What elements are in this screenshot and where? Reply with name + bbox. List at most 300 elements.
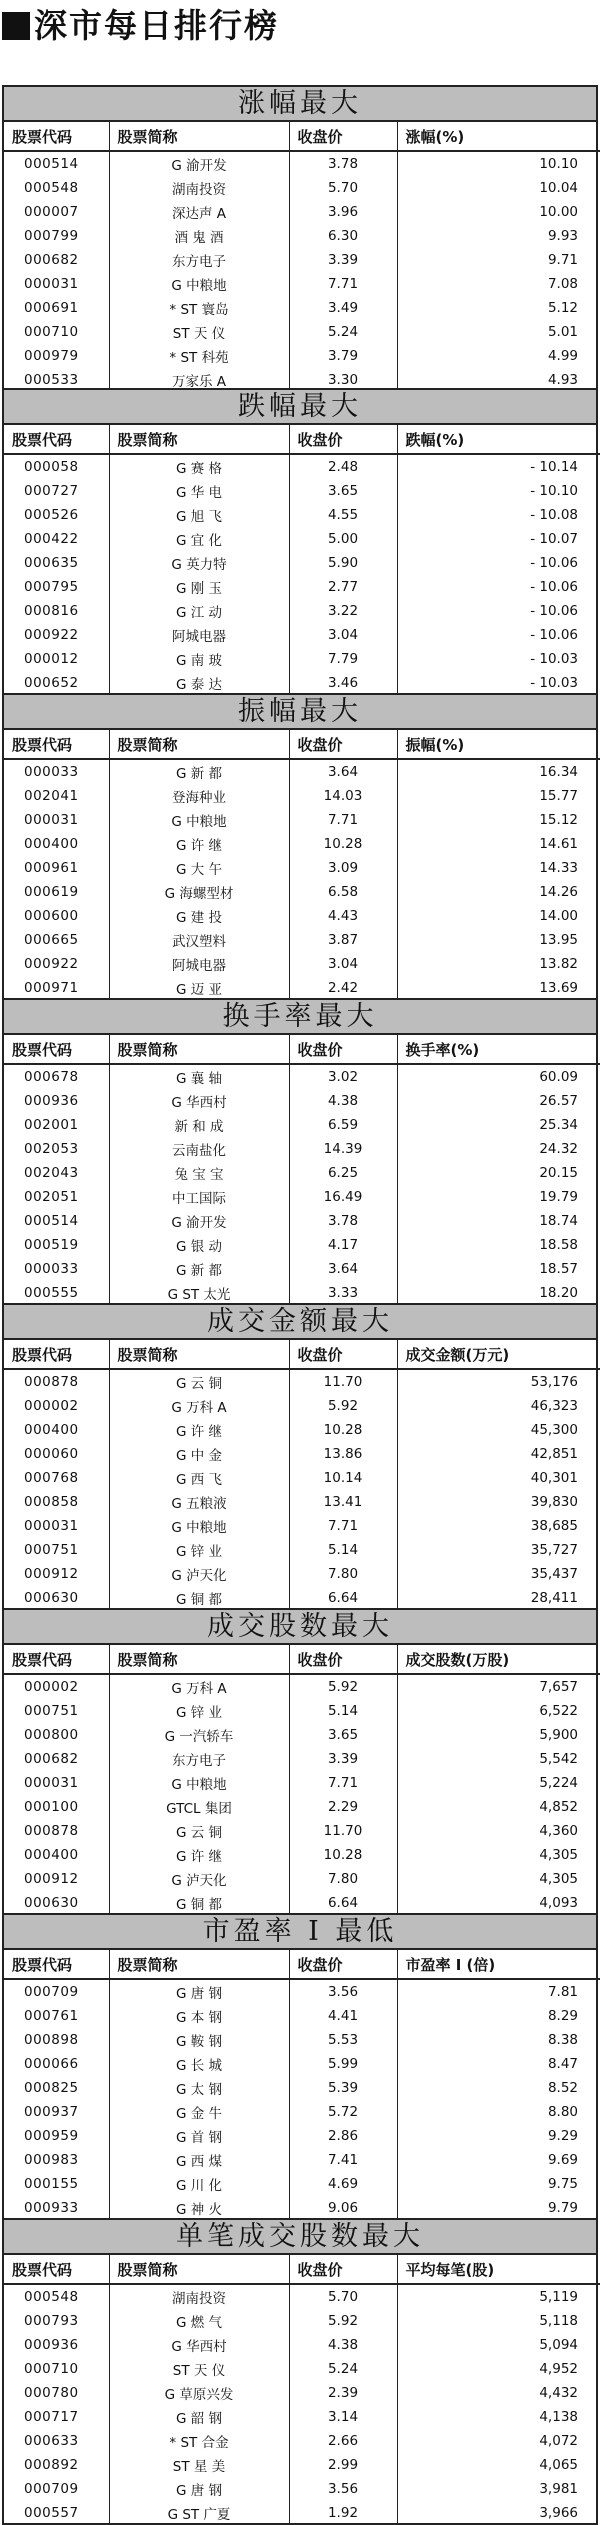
table-cell: 9.69 xyxy=(547,2152,578,2168)
table-cell: 7.41 xyxy=(289,2148,397,2172)
table-cell: 28,411 xyxy=(530,1590,578,1606)
table-cell: ST 星 美 xyxy=(109,2453,289,2477)
table-cell: G 韶 钢 xyxy=(109,2405,289,2429)
table-row xyxy=(4,1819,600,1843)
table-cell: 002043 xyxy=(4,1161,109,1185)
table-cell: 000031 xyxy=(4,272,109,296)
table-cell: 16.49 xyxy=(289,1185,397,1209)
column-header: 股票代码 xyxy=(4,2255,109,2284)
table-cell: 000682 xyxy=(4,248,109,272)
table-cell: 16.34 xyxy=(539,764,578,780)
table-cell: 5.70 xyxy=(289,2284,397,2309)
table-cell: 8.38 xyxy=(547,2032,578,2048)
table-row xyxy=(4,224,600,248)
table-row xyxy=(4,2501,600,2525)
table-cell: G 渝开发 xyxy=(109,151,289,176)
table-row xyxy=(4,1723,600,1747)
table-cell: 60.09 xyxy=(539,1069,578,1085)
table-cell: 18.58 xyxy=(539,1237,578,1253)
table-cell: 10.28 xyxy=(289,832,397,856)
table-cell: 9.06 xyxy=(289,2196,397,2220)
table-cell: 000979 xyxy=(4,344,109,368)
table-cell: 8.80 xyxy=(547,2104,578,2120)
table-cell: 10.10 xyxy=(539,156,578,172)
table-cell: 5,542 xyxy=(539,1751,578,1767)
table-cell: 4.43 xyxy=(289,904,397,928)
table-cell: G 中粮地 xyxy=(109,272,289,296)
table-cell: 7.80 xyxy=(289,1562,397,1586)
column-header: 涨幅(%) xyxy=(397,122,600,151)
table-cell: 10.14 xyxy=(289,1466,397,1490)
table-cell: 38,685 xyxy=(530,1518,578,1534)
column-header: 成交金额(万元) xyxy=(397,1340,600,1369)
table-cell: 万家乐 A xyxy=(109,368,289,392)
table-cell: 4.55 xyxy=(289,503,397,527)
table-cell: 5.00 xyxy=(289,527,397,551)
table-cell: 000971 xyxy=(4,976,109,1000)
column-header: 收盘价 xyxy=(289,1340,397,1369)
table-cell: 8.47 xyxy=(547,2056,578,2072)
table-cell: G 华西村 xyxy=(109,1089,289,1113)
table-header-row xyxy=(4,122,600,151)
table-row xyxy=(4,2196,600,2220)
table-cell: 000751 xyxy=(4,1699,109,1723)
title-square-icon xyxy=(2,12,30,40)
table-row xyxy=(4,151,600,176)
table-row xyxy=(4,1771,600,1795)
table-row xyxy=(4,272,600,296)
table-cell: 4.17 xyxy=(289,1233,397,1257)
table-cell: 3.46 xyxy=(289,671,397,695)
table-row xyxy=(4,2357,600,2381)
table-cell: 13.41 xyxy=(289,1490,397,1514)
table-cell: 3.02 xyxy=(289,1064,397,1089)
table-cell: 000066 xyxy=(4,2052,109,2076)
table-cell: 10.28 xyxy=(289,1843,397,1867)
column-header: 跌幅(%) xyxy=(397,425,600,454)
table-cell: 000519 xyxy=(4,1233,109,1257)
table-cell: G 中粮地 xyxy=(109,808,289,832)
column-header: 股票简称 xyxy=(109,730,289,759)
table-cell: 000400 xyxy=(4,832,109,856)
table-row xyxy=(4,599,600,623)
table-cell: G 许 继 xyxy=(109,1418,289,1442)
table-cell: 11.70 xyxy=(289,1819,397,1843)
table-cell: 9.29 xyxy=(547,2128,578,2144)
ranking-section xyxy=(2,2220,598,2525)
table-cell: G 太 钢 xyxy=(109,2076,289,2100)
table-cell: 000619 xyxy=(4,880,109,904)
table-cell: 39,830 xyxy=(530,1494,578,1510)
table-row xyxy=(4,479,600,503)
table-row xyxy=(4,623,600,647)
table-row xyxy=(4,2124,600,2148)
table-cell: 002001 xyxy=(4,1113,109,1137)
table-cell: G ST 广夏 xyxy=(109,2501,289,2525)
table-row xyxy=(4,1233,600,1257)
table-cell: 35,727 xyxy=(530,1542,578,1558)
table-cell: 000400 xyxy=(4,1843,109,1867)
table-cell: 000012 xyxy=(4,647,109,671)
table-cell: 深达声 A xyxy=(109,200,289,224)
table-cell: 000058 xyxy=(4,454,109,479)
table-cell: 6.59 xyxy=(289,1113,397,1137)
table-cell: 000799 xyxy=(4,224,109,248)
table-row xyxy=(4,575,600,599)
table-cell: 武汉塑料 xyxy=(109,928,289,952)
table-cell: G 铜 都 xyxy=(109,1891,289,1915)
column-header: 收盘价 xyxy=(289,1035,397,1064)
table-cell: G 唐 钢 xyxy=(109,1979,289,2004)
table-cell: G 云 铜 xyxy=(109,1369,289,1394)
table-cell: 5.24 xyxy=(289,2357,397,2381)
table-row xyxy=(4,1466,600,1490)
table-cell: 阿城电器 xyxy=(109,623,289,647)
table-cell: 000961 xyxy=(4,856,109,880)
table-cell: G 本 钢 xyxy=(109,2004,289,2028)
column-header: 收盘价 xyxy=(289,2255,397,2284)
column-header: 股票简称 xyxy=(109,1950,289,1979)
table-cell: 4,305 xyxy=(539,1847,578,1863)
table-cell: 000665 xyxy=(4,928,109,952)
table-cell: 4,432 xyxy=(539,2385,578,2401)
table-row xyxy=(4,1867,600,1891)
table-cell: 5.53 xyxy=(289,2028,397,2052)
table-row xyxy=(4,1747,600,1771)
table-row xyxy=(4,2100,600,2124)
page-title-text: 深市每日排行榜 xyxy=(34,6,279,45)
table-cell: G 中粮地 xyxy=(109,1514,289,1538)
table-cell: 000100 xyxy=(4,1795,109,1819)
table-row xyxy=(4,1064,600,1089)
table-cell: 5.92 xyxy=(289,1394,397,1418)
section-title: 涨幅最大 xyxy=(4,87,596,122)
table-cell: 000709 xyxy=(4,1979,109,2004)
table-cell: 5,224 xyxy=(539,1775,578,1791)
table-cell: G 草原兴发 xyxy=(109,2381,289,2405)
table-cell: - 10.10 xyxy=(530,483,578,499)
column-header: 平均每笔(股) xyxy=(397,2255,600,2284)
ranking-section xyxy=(2,390,598,695)
table-cell: * ST 寰岛 xyxy=(109,296,289,320)
table-cell: 13.86 xyxy=(289,1442,397,1466)
table-cell: 4,852 xyxy=(539,1799,578,1815)
table-cell: G 西 飞 xyxy=(109,1466,289,1490)
table-row xyxy=(4,1699,600,1723)
table-row xyxy=(4,1843,600,1867)
table-row xyxy=(4,2453,600,2477)
column-header: 收盘价 xyxy=(289,1645,397,1674)
table-row xyxy=(4,2284,600,2309)
table-cell: G 首 钢 xyxy=(109,2124,289,2148)
ranking-table xyxy=(4,1950,600,2220)
table-cell: 6,522 xyxy=(539,1703,578,1719)
table-row xyxy=(4,1979,600,2004)
table-cell: 3.65 xyxy=(289,1723,397,1747)
table-row xyxy=(4,503,600,527)
table-cell: 5.14 xyxy=(289,1538,397,1562)
table-cell: - 10.03 xyxy=(530,651,578,667)
table-cell: 3.64 xyxy=(289,1257,397,1281)
table-cell: 000892 xyxy=(4,2453,109,2477)
table-cell: G 华 电 xyxy=(109,479,289,503)
table-row xyxy=(4,176,600,200)
table-row xyxy=(4,1891,600,1915)
table-cell: G 大 午 xyxy=(109,856,289,880)
table-cell: 9.71 xyxy=(547,252,578,268)
table-cell: 2.66 xyxy=(289,2429,397,2453)
table-cell: 000878 xyxy=(4,1369,109,1394)
table-cell: 002041 xyxy=(4,784,109,808)
table-cell: 3.87 xyxy=(289,928,397,952)
ranking-section xyxy=(2,1915,598,2220)
table-cell: 000548 xyxy=(4,2284,109,2309)
table-row xyxy=(4,2477,600,2501)
table-row xyxy=(4,1113,600,1137)
table-row xyxy=(4,1394,600,1418)
ranking-table xyxy=(4,730,600,1000)
ranking-table xyxy=(4,1035,600,1305)
table-cell: G ST 太光 xyxy=(109,1281,289,1305)
section-title: 跌幅最大 xyxy=(4,390,596,425)
table-cell: 000422 xyxy=(4,527,109,551)
page-title xyxy=(0,0,600,52)
table-cell: 53,176 xyxy=(530,1374,578,1390)
table-cell: 11.70 xyxy=(289,1369,397,1394)
table-cell: G 西 煤 xyxy=(109,2148,289,2172)
table-cell: 4,093 xyxy=(539,1895,578,1911)
table-cell: G 川 化 xyxy=(109,2172,289,2196)
table-cell: 3.65 xyxy=(289,479,397,503)
table-cell: 1.92 xyxy=(289,2501,397,2525)
table-header-row xyxy=(4,2255,600,2284)
table-cell: 4.93 xyxy=(547,372,578,388)
table-row xyxy=(4,344,600,368)
ranking-table xyxy=(4,2255,600,2525)
table-row xyxy=(4,671,600,695)
table-cell: G 唐 钢 xyxy=(109,2477,289,2501)
ranking-table xyxy=(4,1645,600,1915)
table-cell: G 英力特 xyxy=(109,551,289,575)
table-cell: 000793 xyxy=(4,2309,109,2333)
table-cell: 000936 xyxy=(4,2333,109,2357)
table-cell: 登海种业 xyxy=(109,784,289,808)
table-cell: 7.71 xyxy=(289,808,397,832)
table-row xyxy=(4,1514,600,1538)
table-row xyxy=(4,454,600,479)
table-cell: * ST 合金 xyxy=(109,2429,289,2453)
table-cell: 3.04 xyxy=(289,623,397,647)
column-header: 股票简称 xyxy=(109,1340,289,1369)
table-cell: 000795 xyxy=(4,575,109,599)
column-header: 收盘价 xyxy=(289,1950,397,1979)
column-header: 股票简称 xyxy=(109,1035,289,1064)
table-row xyxy=(4,320,600,344)
table-cell: G 许 继 xyxy=(109,832,289,856)
table-cell: 13.69 xyxy=(539,980,578,996)
table-header-row xyxy=(4,730,600,759)
table-cell: 000800 xyxy=(4,1723,109,1747)
table-row xyxy=(4,1257,600,1281)
table-cell: 兔 宝 宝 xyxy=(109,1161,289,1185)
table-cell: 000691 xyxy=(4,296,109,320)
table-row xyxy=(4,2429,600,2453)
table-cell: 6.25 xyxy=(289,1161,397,1185)
table-row xyxy=(4,248,600,272)
table-cell: 14.61 xyxy=(539,836,578,852)
column-header: 市盈率 I (倍) xyxy=(397,1950,600,1979)
table-cell: 5,118 xyxy=(539,2313,578,2329)
table-cell: 40,301 xyxy=(530,1470,578,1486)
table-cell: 18.74 xyxy=(539,1213,578,1229)
table-cell: 14.00 xyxy=(539,908,578,924)
table-cell: 阿城电器 xyxy=(109,952,289,976)
table-cell: 3,981 xyxy=(539,2481,578,2497)
table-row xyxy=(4,647,600,671)
table-cell: 7.81 xyxy=(547,1984,578,2000)
table-cell: 4.38 xyxy=(289,2333,397,2357)
table-cell: 000155 xyxy=(4,2172,109,2196)
table-cell: - 10.06 xyxy=(530,579,578,595)
table-cell: 000768 xyxy=(4,1466,109,1490)
table-row xyxy=(4,551,600,575)
table-cell: 14.03 xyxy=(289,784,397,808)
table-row xyxy=(4,296,600,320)
table-cell: 002053 xyxy=(4,1137,109,1161)
table-cell: 000912 xyxy=(4,1562,109,1586)
table-cell: 7.71 xyxy=(289,1514,397,1538)
table-cell: 10.28 xyxy=(289,1418,397,1442)
table-cell: 3.96 xyxy=(289,200,397,224)
table-row xyxy=(4,527,600,551)
table-cell: 46,323 xyxy=(530,1398,578,1414)
table-cell: 酒 鬼 酒 xyxy=(109,224,289,248)
table-cell: 5.90 xyxy=(289,551,397,575)
table-cell: 3.64 xyxy=(289,759,397,784)
table-cell: G 锌 业 xyxy=(109,1538,289,1562)
table-cell: 35,437 xyxy=(530,1566,578,1582)
table-cell: G 泸天化 xyxy=(109,1867,289,1891)
table-row xyxy=(4,1137,600,1161)
table-row xyxy=(4,759,600,784)
table-cell: 18.20 xyxy=(539,1285,578,1301)
table-row xyxy=(4,2405,600,2429)
column-header: 股票简称 xyxy=(109,1645,289,1674)
table-cell: 000710 xyxy=(4,320,109,344)
table-cell: 000922 xyxy=(4,623,109,647)
table-cell: G 旭 飞 xyxy=(109,503,289,527)
table-cell: G 金 牛 xyxy=(109,2100,289,2124)
column-header: 换手率(%) xyxy=(397,1035,600,1064)
section-title: 成交股数最大 xyxy=(4,1610,596,1645)
table-cell: G 襄 轴 xyxy=(109,1064,289,1089)
table-cell: 4,305 xyxy=(539,1871,578,1887)
table-cell: 2.39 xyxy=(289,2381,397,2405)
table-cell: 14.26 xyxy=(539,884,578,900)
table-cell: 3.49 xyxy=(289,296,397,320)
table-cell: 000652 xyxy=(4,671,109,695)
table-cell: 000678 xyxy=(4,1064,109,1089)
table-cell: 000898 xyxy=(4,2028,109,2052)
table-row xyxy=(4,1161,600,1185)
table-cell: G 南 玻 xyxy=(109,647,289,671)
table-header-row xyxy=(4,1645,600,1674)
table-cell: 000959 xyxy=(4,2124,109,2148)
table-row xyxy=(4,856,600,880)
ranking-section xyxy=(2,1610,598,1915)
column-header: 股票简称 xyxy=(109,2255,289,2284)
column-header: 成交股数(万股) xyxy=(397,1645,600,1674)
table-row xyxy=(4,2172,600,2196)
table-cell: 000761 xyxy=(4,2004,109,2028)
table-cell: 7.08 xyxy=(547,276,578,292)
table-header-row xyxy=(4,425,600,454)
table-cell: 000555 xyxy=(4,1281,109,1305)
table-cell: G 中粮地 xyxy=(109,1771,289,1795)
table-cell: G 新 都 xyxy=(109,1257,289,1281)
table-cell: 4.41 xyxy=(289,2004,397,2028)
table-cell: 000709 xyxy=(4,2477,109,2501)
table-cell: 000912 xyxy=(4,1867,109,1891)
table-cell: 5.14 xyxy=(289,1699,397,1723)
table-cell: 3.09 xyxy=(289,856,397,880)
table-cell: 云南盐化 xyxy=(109,1137,289,1161)
table-row xyxy=(4,1185,600,1209)
table-cell: 5.92 xyxy=(289,1674,397,1699)
table-cell: 24.32 xyxy=(539,1141,578,1157)
table-cell: 000780 xyxy=(4,2381,109,2405)
table-cell: G 建 投 xyxy=(109,904,289,928)
table-cell: 25.34 xyxy=(539,1117,578,1133)
table-cell: 000633 xyxy=(4,2429,109,2453)
table-cell: * ST 科苑 xyxy=(109,344,289,368)
table-cell: 000937 xyxy=(4,2100,109,2124)
ranking-section xyxy=(2,695,598,1000)
table-cell: 9.79 xyxy=(547,2200,578,2216)
table-cell: G 万科 A xyxy=(109,1394,289,1418)
table-cell: 5.99 xyxy=(289,2052,397,2076)
table-cell: 7,657 xyxy=(539,1679,578,1695)
column-header: 股票代码 xyxy=(4,122,109,151)
table-cell: 3.04 xyxy=(289,952,397,976)
table-row xyxy=(4,784,600,808)
table-cell: 4.99 xyxy=(547,348,578,364)
table-row xyxy=(4,904,600,928)
table-cell: 4,360 xyxy=(539,1823,578,1839)
table-cell: 9.93 xyxy=(547,228,578,244)
table-row xyxy=(4,1674,600,1699)
table-row xyxy=(4,2052,600,2076)
table-cell: 000682 xyxy=(4,1747,109,1771)
table-cell: G 华西村 xyxy=(109,2333,289,2357)
table-cell: G 许 继 xyxy=(109,1843,289,1867)
table-cell: 000933 xyxy=(4,2196,109,2220)
table-cell: 2.48 xyxy=(289,454,397,479)
table-cell: 7.71 xyxy=(289,1771,397,1795)
table-row xyxy=(4,1281,600,1305)
table-cell: 2.99 xyxy=(289,2453,397,2477)
section-title: 换手率最大 xyxy=(4,1000,596,1035)
table-row xyxy=(4,368,600,392)
table-cell: ST 天 仪 xyxy=(109,2357,289,2381)
table-cell: G 银 动 xyxy=(109,1233,289,1257)
table-cell: G 万科 A xyxy=(109,1674,289,1699)
table-cell: 13.95 xyxy=(539,932,578,948)
table-cell: 2.42 xyxy=(289,976,397,1000)
table-cell: 5,094 xyxy=(539,2337,578,2353)
section-title: 单笔成交股数最大 xyxy=(4,2220,596,2255)
table-cell: 5,900 xyxy=(539,1727,578,1743)
